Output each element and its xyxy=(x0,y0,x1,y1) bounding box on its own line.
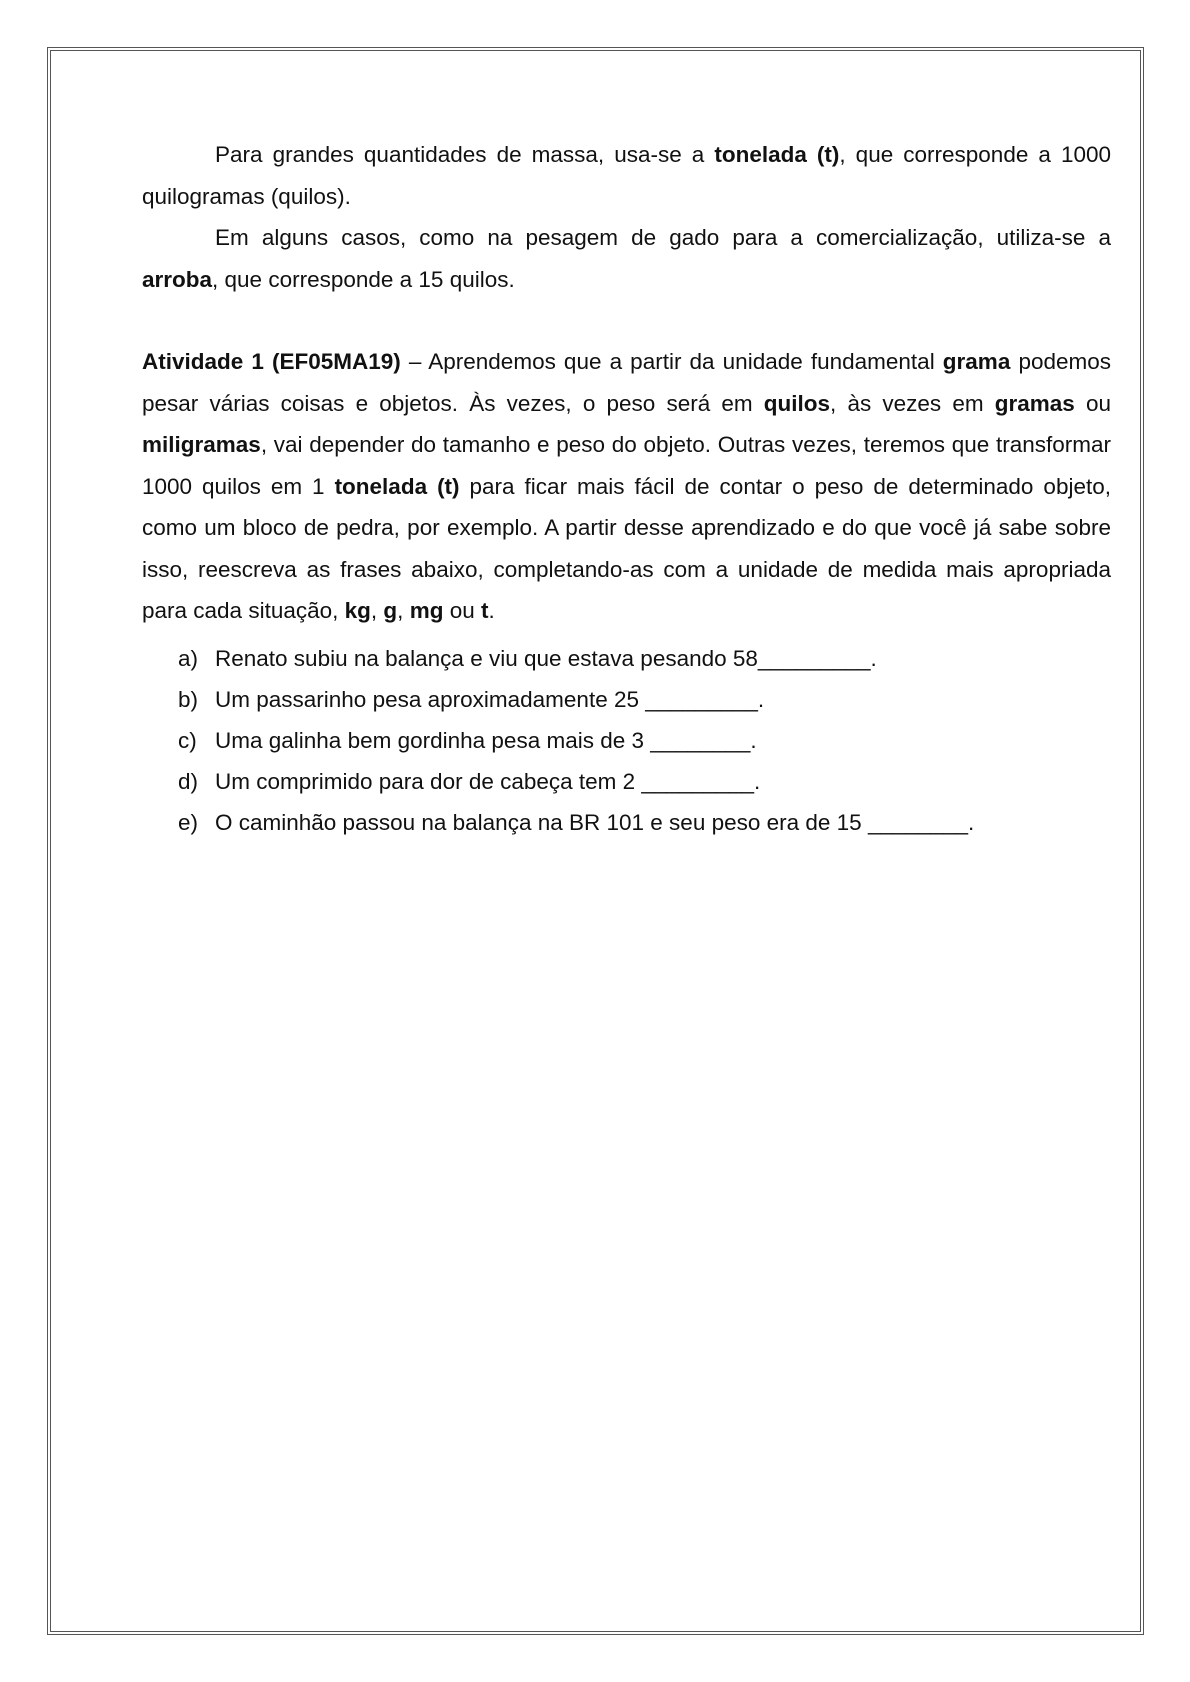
exercise-item-b xyxy=(142,679,1111,720)
paragraph-spacer xyxy=(142,300,1111,341)
term-tonelada: tonelada (t) xyxy=(714,142,840,167)
document-body xyxy=(142,134,1111,843)
intro-paragraph-tonelada: Para grandes quantidades de massa, usa-se a tonelada (t), que corresponde a 1000 quilogramas (quilos). xyxy=(142,142,1112,209)
item-letter: c) xyxy=(178,727,197,753)
exercise-item-d xyxy=(142,761,1111,802)
exercise-item-a xyxy=(142,638,1111,679)
item-text: Um passarinho pesa aproximadamente 25 _________. xyxy=(215,686,765,712)
item-letter: e) xyxy=(178,809,199,835)
intro-paragraph-arroba: Em alguns casos, como na pesagem de gado para a comercialização, utiliza-se a arroba, que corresponde a 15 quilos. xyxy=(142,225,1111,292)
item-text: Um comprimido para dor de cabeça tem 2 _________. xyxy=(215,768,761,794)
term-arroba: arroba xyxy=(142,266,213,292)
item-letter: d) xyxy=(178,768,199,794)
item-text: Renato subiu na balança e viu que estava pesando 58_________. xyxy=(215,645,877,671)
item-letter: a) xyxy=(178,645,199,671)
activity-title: Atividade 1 (EF05MA19) xyxy=(142,349,401,374)
exercise-item-e xyxy=(142,802,1111,843)
exercise-list xyxy=(142,638,1111,843)
exercise-item-c xyxy=(142,720,1111,761)
activity-statement: Atividade 1 (EF05MA19) – Aprendemos que a partir da unidade fundamental grama podemos pesar várias coisas e objetos. Às vezes, o peso será em quilos, às vezes em gramas ou miligramas, vai depender do tamanho e peso do objeto. Outras vezes, teremos que transformar 1000 quilos em 1 tonelada (t) para ficar mais fácil de contar o peso de determinado objeto, como um bloco de pedra, por exemplo. A partir desse aprendizado e do que você já sabe sobre isso, reescreva as frases abaixo, completando-as com a unidade de medida mais apropriada para cada situação, kg, g, mg ou t. xyxy=(142,349,1112,623)
item-letter: b) xyxy=(178,686,199,712)
item-text: O caminhão passou na balança na BR 101 e seu peso era de 15 ________. xyxy=(215,809,975,835)
item-text: Uma galinha bem gordinha pesa mais de 3 ________. xyxy=(215,727,757,753)
